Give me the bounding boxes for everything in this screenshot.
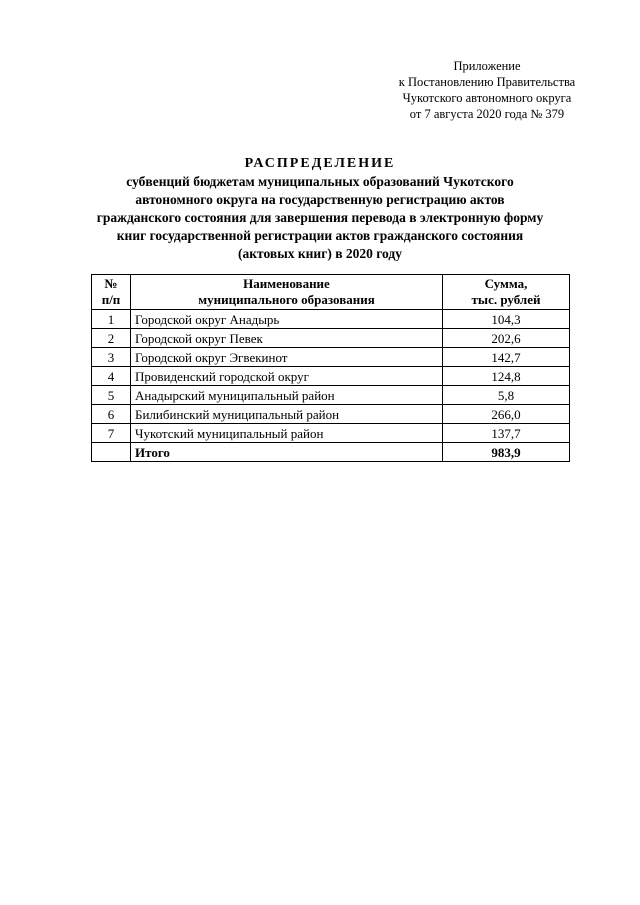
table-row [92, 310, 570, 329]
subtitle-line: субвенций бюджетам муниципальных образований Чукотского [126, 174, 514, 189]
document-heading [60, 154, 580, 263]
header-number-line2: п/п [101, 292, 121, 307]
annex-title: Приложение [453, 59, 521, 73]
row-municipality: Билибинский муниципальный район [131, 405, 443, 424]
table-header-row [92, 275, 570, 310]
row-sum: 137,7 [443, 424, 570, 443]
header-name-line1: Наименование [243, 276, 330, 291]
table-row [92, 386, 570, 405]
row-number: 2 [92, 329, 131, 348]
table-row [92, 329, 570, 348]
row-sum: 202,6 [443, 329, 570, 348]
header-name [131, 275, 443, 310]
distribution-table [91, 274, 570, 462]
row-sum: 104,3 [443, 310, 570, 329]
row-municipality: Чукотский муниципальный район [131, 424, 443, 443]
annex-resolution: к Постановлению Правительства [398, 75, 576, 89]
table-total-row [92, 443, 570, 462]
total-number [92, 443, 131, 462]
annex-block [380, 58, 594, 122]
row-number: 1 [92, 310, 131, 329]
row-sum: 124,8 [443, 367, 570, 386]
table-row [92, 367, 570, 386]
row-number: 6 [92, 405, 131, 424]
row-sum: 5,8 [443, 386, 570, 405]
row-number: 5 [92, 386, 131, 405]
subtitle-line: (актовых книг) в 2020 году [238, 246, 402, 261]
row-municipality: Городской округ Эгвекинот [131, 348, 443, 367]
header-number [92, 275, 131, 310]
table-row [92, 348, 570, 367]
total-sum: 983,9 [443, 443, 570, 462]
header-sum-line1: Сумма, [484, 276, 528, 291]
row-municipality: Анадырский муниципальный район [131, 386, 443, 405]
table-row [92, 405, 570, 424]
header-number-line1: № [104, 276, 118, 291]
row-number: 4 [92, 367, 131, 386]
row-municipality: Городской округ Анадырь [131, 310, 443, 329]
row-municipality: Городской округ Певек [131, 329, 443, 348]
subtitle-line: гражданского состояния для завершения перевода в электронную форму [96, 210, 544, 225]
table-row [92, 424, 570, 443]
row-sum: 266,0 [443, 405, 570, 424]
annex-region: Чукотского автономного округа [402, 91, 572, 105]
annex-date-number: от 7 августа 2020 года № 379 [409, 107, 565, 121]
total-label: Итого [131, 443, 443, 462]
header-sum-line2: тыс. рублей [471, 292, 541, 307]
document-subtitle [60, 173, 580, 263]
subtitle-line: книг государственной регистрации актов гражданского состояния [116, 228, 524, 243]
row-number: 7 [92, 424, 131, 443]
subtitle-line: автономного округа на государственную регистрацию актов [135, 192, 505, 207]
row-sum: 142,7 [443, 348, 570, 367]
header-name-line2: муниципального образования [198, 292, 375, 307]
header-sum [443, 275, 570, 310]
row-municipality: Провиденский городской округ [131, 367, 443, 386]
document-title: РАСПРЕДЕЛЕНИЕ [244, 156, 396, 171]
row-number: 3 [92, 348, 131, 367]
